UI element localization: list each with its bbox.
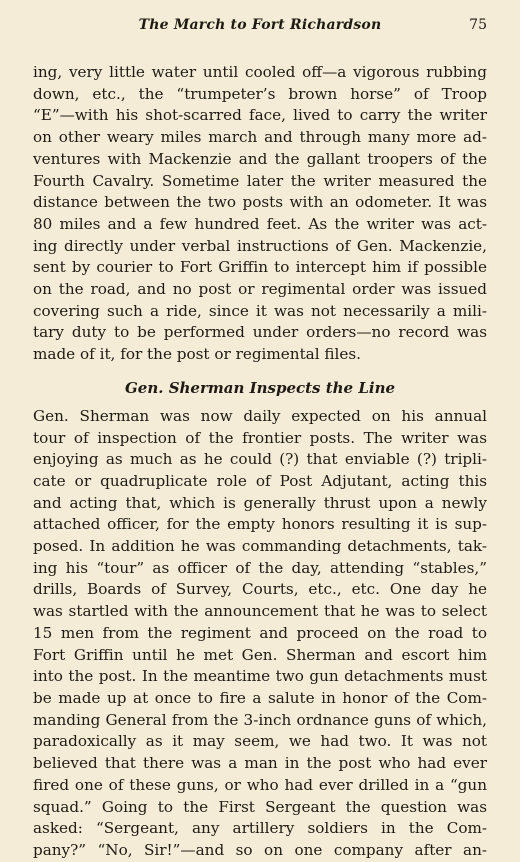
text-line: 80 miles and a few hundred feet. As the writer was act-	[33, 214, 487, 233]
text-line: enjoying as much as he could (?) that enviable (?) tripli-	[33, 450, 487, 469]
text-line: posed. In addition he was commanding detachments, tak-	[33, 537, 487, 556]
text-line: ing his “tour” as officer of the day, attending “stables,”	[33, 558, 487, 577]
text-line: Fourth Cavalry. Sometime later the writer measured the	[33, 171, 487, 190]
text-line: into the post. In the meantime two gun detachments must	[33, 667, 487, 686]
text-line: drills, Boards of Survey, Courts, etc., etc. One day he	[33, 580, 487, 599]
text-line: on other weary miles march and through many more ad-	[33, 128, 487, 147]
page-header	[33, 17, 487, 47]
text-line: pany?” “No, Sir!”—and so on one company after an-	[33, 840, 487, 859]
text-line: made of it, for the post or regimental files.	[33, 345, 362, 364]
paragraph-continuation	[33, 62, 487, 366]
text-line: Gen. Sherman was now daily expected on his annual	[33, 406, 487, 425]
text-line: distance between the two posts with an odometer. It was	[33, 193, 487, 212]
text-line: cate or quadruplicate role of Post Adjutant, acting this	[33, 471, 487, 490]
text-line: ventures with Mackenzie and the gallant troopers of the	[33, 149, 487, 168]
text-line: paradoxically as it may seem, we had two. It was not	[33, 732, 487, 751]
running-head: The March to Fort Richardson	[138, 17, 382, 33]
text-line: ing, very little water until cooled off—a vigorous rubbing	[33, 63, 487, 81]
text-line: squad.” Going to the First Sergeant the question was	[33, 797, 487, 816]
text-line: attached officer, for the empty honors resulting it is sup-	[33, 515, 487, 534]
page-number: 75	[469, 17, 487, 33]
text-line: asked: “Sergeant, any artillery soldiers in the Com-	[33, 819, 487, 838]
text-line: was startled with the announcement that he was to select	[33, 602, 487, 621]
paragraph-sherman	[33, 406, 487, 862]
text-line: and acting that, which is generally thrust upon a newly	[33, 493, 487, 512]
text-line: manding General from the 3-inch ordnance guns of which,	[33, 710, 487, 729]
text-line: tary duty to be performed under orders—no record was	[33, 323, 487, 342]
text-line: fired one of these guns, or who had ever drilled in a “gun	[33, 775, 487, 794]
section-heading: Gen. Sherman Inspects the Line	[124, 378, 396, 397]
text-line: 15 men from the regiment and proceed on the road to	[33, 623, 487, 642]
text-line: on the road, and no post or regimental order was issued	[33, 280, 487, 299]
text-line: sent by courier to Fort Griffin to intercept him if possible	[33, 258, 487, 277]
text-line: down, etc., the “trumpeter’s brown horse” of Troop	[33, 84, 487, 103]
text-line: tour of inspection of the frontier posts. The writer was	[33, 428, 487, 447]
text-line: be made up at once to fire a salute in honor of the Com-	[33, 688, 487, 707]
text-line: covering such a ride, since it was not necessarily a mili-	[33, 301, 487, 320]
text-line: ing directly under verbal instructions of Gen. Mackenzie,	[33, 236, 487, 255]
text-line: Fort Griffin until he met Gen. Sherman and escort him	[33, 645, 487, 664]
text-line: “E”—with his shot-scarred face, lived to carry the writer	[33, 106, 487, 125]
text-line: believed that there was a man in the post who had ever	[33, 754, 487, 773]
